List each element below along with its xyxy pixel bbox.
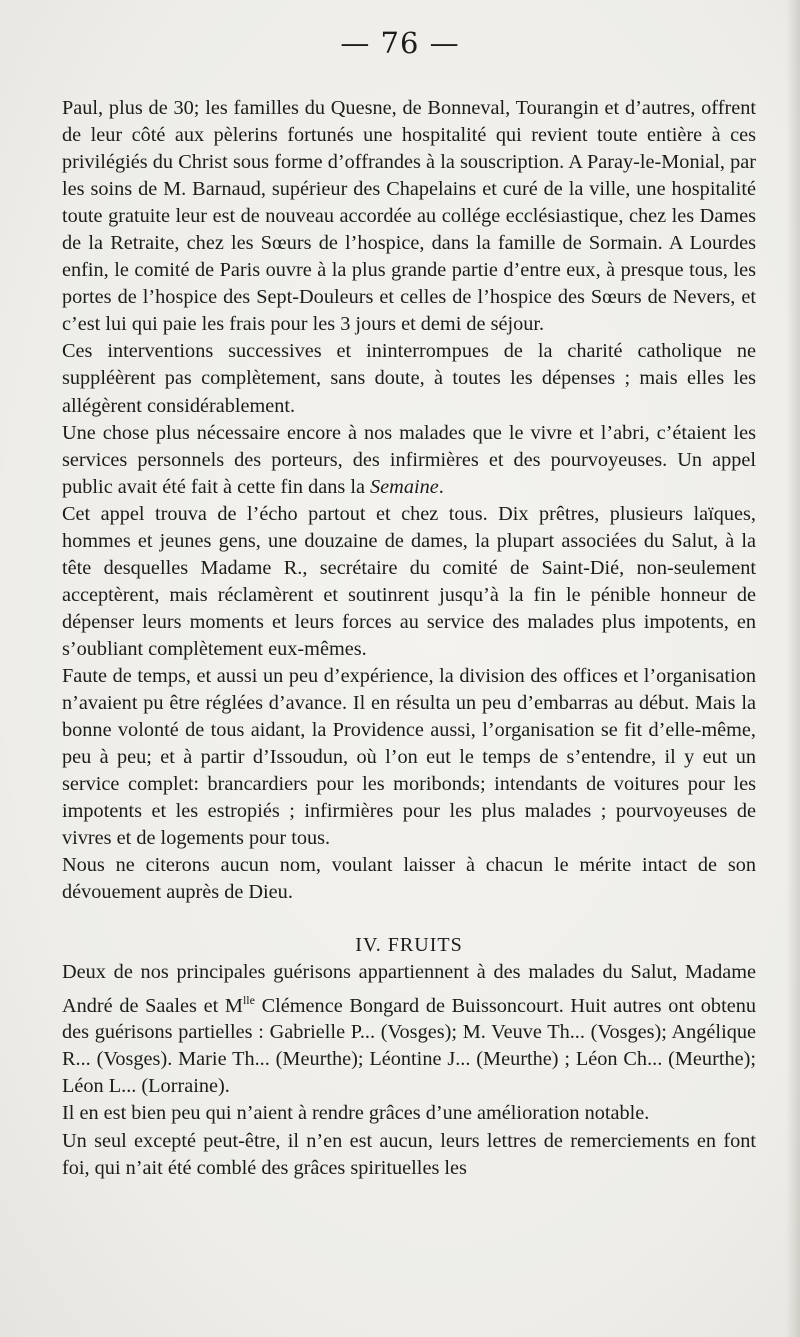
body-text bbox=[62, 95, 756, 1182]
paragraph-7-end: Clémence Bongard de Buissoncourt. Huit autres ont obtenu des guérisons partielles : Gabrielle P... (Vosges); M. Veuve Th... (Vosges); Angélique R... (Vosges). Marie Th... (Meurthe); Léontine J... (Meurthe) ; Léon Ch... (Meurthe); Léon L... (Lorraine). bbox=[62, 994, 756, 1098]
paragraph-2: Ces interventions successives et ininterrompues de la charité catholique ne suppléèrent pas complètement, sans doute, à toutes les dépenses ; mais elles les allégèrent considérablement. bbox=[62, 340, 756, 417]
paragraph-6: Nous ne citerons aucun nom, voulant laisser à chacun le mérite intact de son dévouement auprès de Dieu. bbox=[62, 854, 756, 904]
paragraph-1: Paul, plus de 30; les familles du Quesne, de Bonneval, Tourangin et d’autres, offrent de leur côté aux pèlerins fortunés une hospitalité qui revient toute entière à ces privilégiés du Christ sous forme d’offrandes à la souscription. A Paray-le-Monial, par les soins de M. Barnaud, supérieur des Chapelains et curé de la ville, une hospitalité toute gratuite leur est de nouveau accordée au collége ecclésiastique, chez les Dames de la Retraite, chez les Sœurs de l’hospice, dans la famille de Sormain. A Lourdes enfin, le comité de Paris ouvre à la plus grande partie d’entre eux, à presque tous, les portes de l’hospice des Sept-Douleurs et celles de l’hospice des Sœurs de Nevers, et c’est lui qui paie les frais pour les 3 jours et demi de séjour. bbox=[62, 97, 756, 336]
paragraph-7-start: Deux de nos principales guérisons appartiennent à des malades du Salut, Madame André de Saales et M bbox=[62, 961, 756, 1017]
page-number: — 76 — bbox=[340, 26, 460, 60]
page-edge-shadow bbox=[786, 0, 800, 1337]
paragraph-4: Cet appel trouva de l’écho partout et chez tous. Dix prêtres, plusieurs laïques, hommes et jeunes gens, une douzaine de dames, la plupart associées du Salut, à la tête desquelles Madame R., secrétaire du comité de Saint-Dié, non-seulement acceptèrent, mais réclamèrent et soutinrent jusqu’à la fin le pénible honneur de dépenser leurs moments et leurs forces au service des malades plus impotents, en s’oubliant complètement eux-mêmes. bbox=[62, 502, 756, 660]
paragraph-3 bbox=[62, 420, 756, 501]
paragraph-5: Faute de temps, et aussi un peu d’expérience, la division des offices et l’organisation n’avaient pu être réglées d’avance. Il en résulta un peu d’embarras au début. Mais la bonne volonté de tous aidant, la Providence aussi, l’organisation se fit d’elle-même, peu à peu; et à partir d’Issoudun, où l’on eut le temps de s’entendre, il y eut un service complet: brancardiers pour les moribonds; intendants de voitures pour les impotents et les estropiés ; infirmières pour les plus malades ; pourvoyeuses de vivres et de logements pour tous. bbox=[62, 664, 756, 850]
paragraph-3-end: . bbox=[438, 475, 444, 498]
semaine-italic: Semaine bbox=[370, 475, 439, 498]
paragraph-9: Un seul excepté peut-être, il n’en est aucun, leurs lettres de remerciements en font foi, qui n’ait été comblé des grâces spirituelles les bbox=[62, 1129, 756, 1179]
section-title: IV. FRUITS bbox=[355, 934, 463, 957]
paragraph-8: Il en est bien peu qui n’aient à rendre grâces d’une amélioration notable. bbox=[62, 1102, 650, 1125]
paragraph-7 bbox=[62, 959, 756, 1100]
mademoiselle-superscript: lle bbox=[242, 992, 255, 1007]
paragraph-3-text: Une chose plus nécessaire encore à nos malades que le vivre et l’abri, c’étaient les services personnels des porteurs, des infirmières et des pourvoyeuses. Un appel public avait été fait à cette fin dans la bbox=[62, 421, 756, 498]
